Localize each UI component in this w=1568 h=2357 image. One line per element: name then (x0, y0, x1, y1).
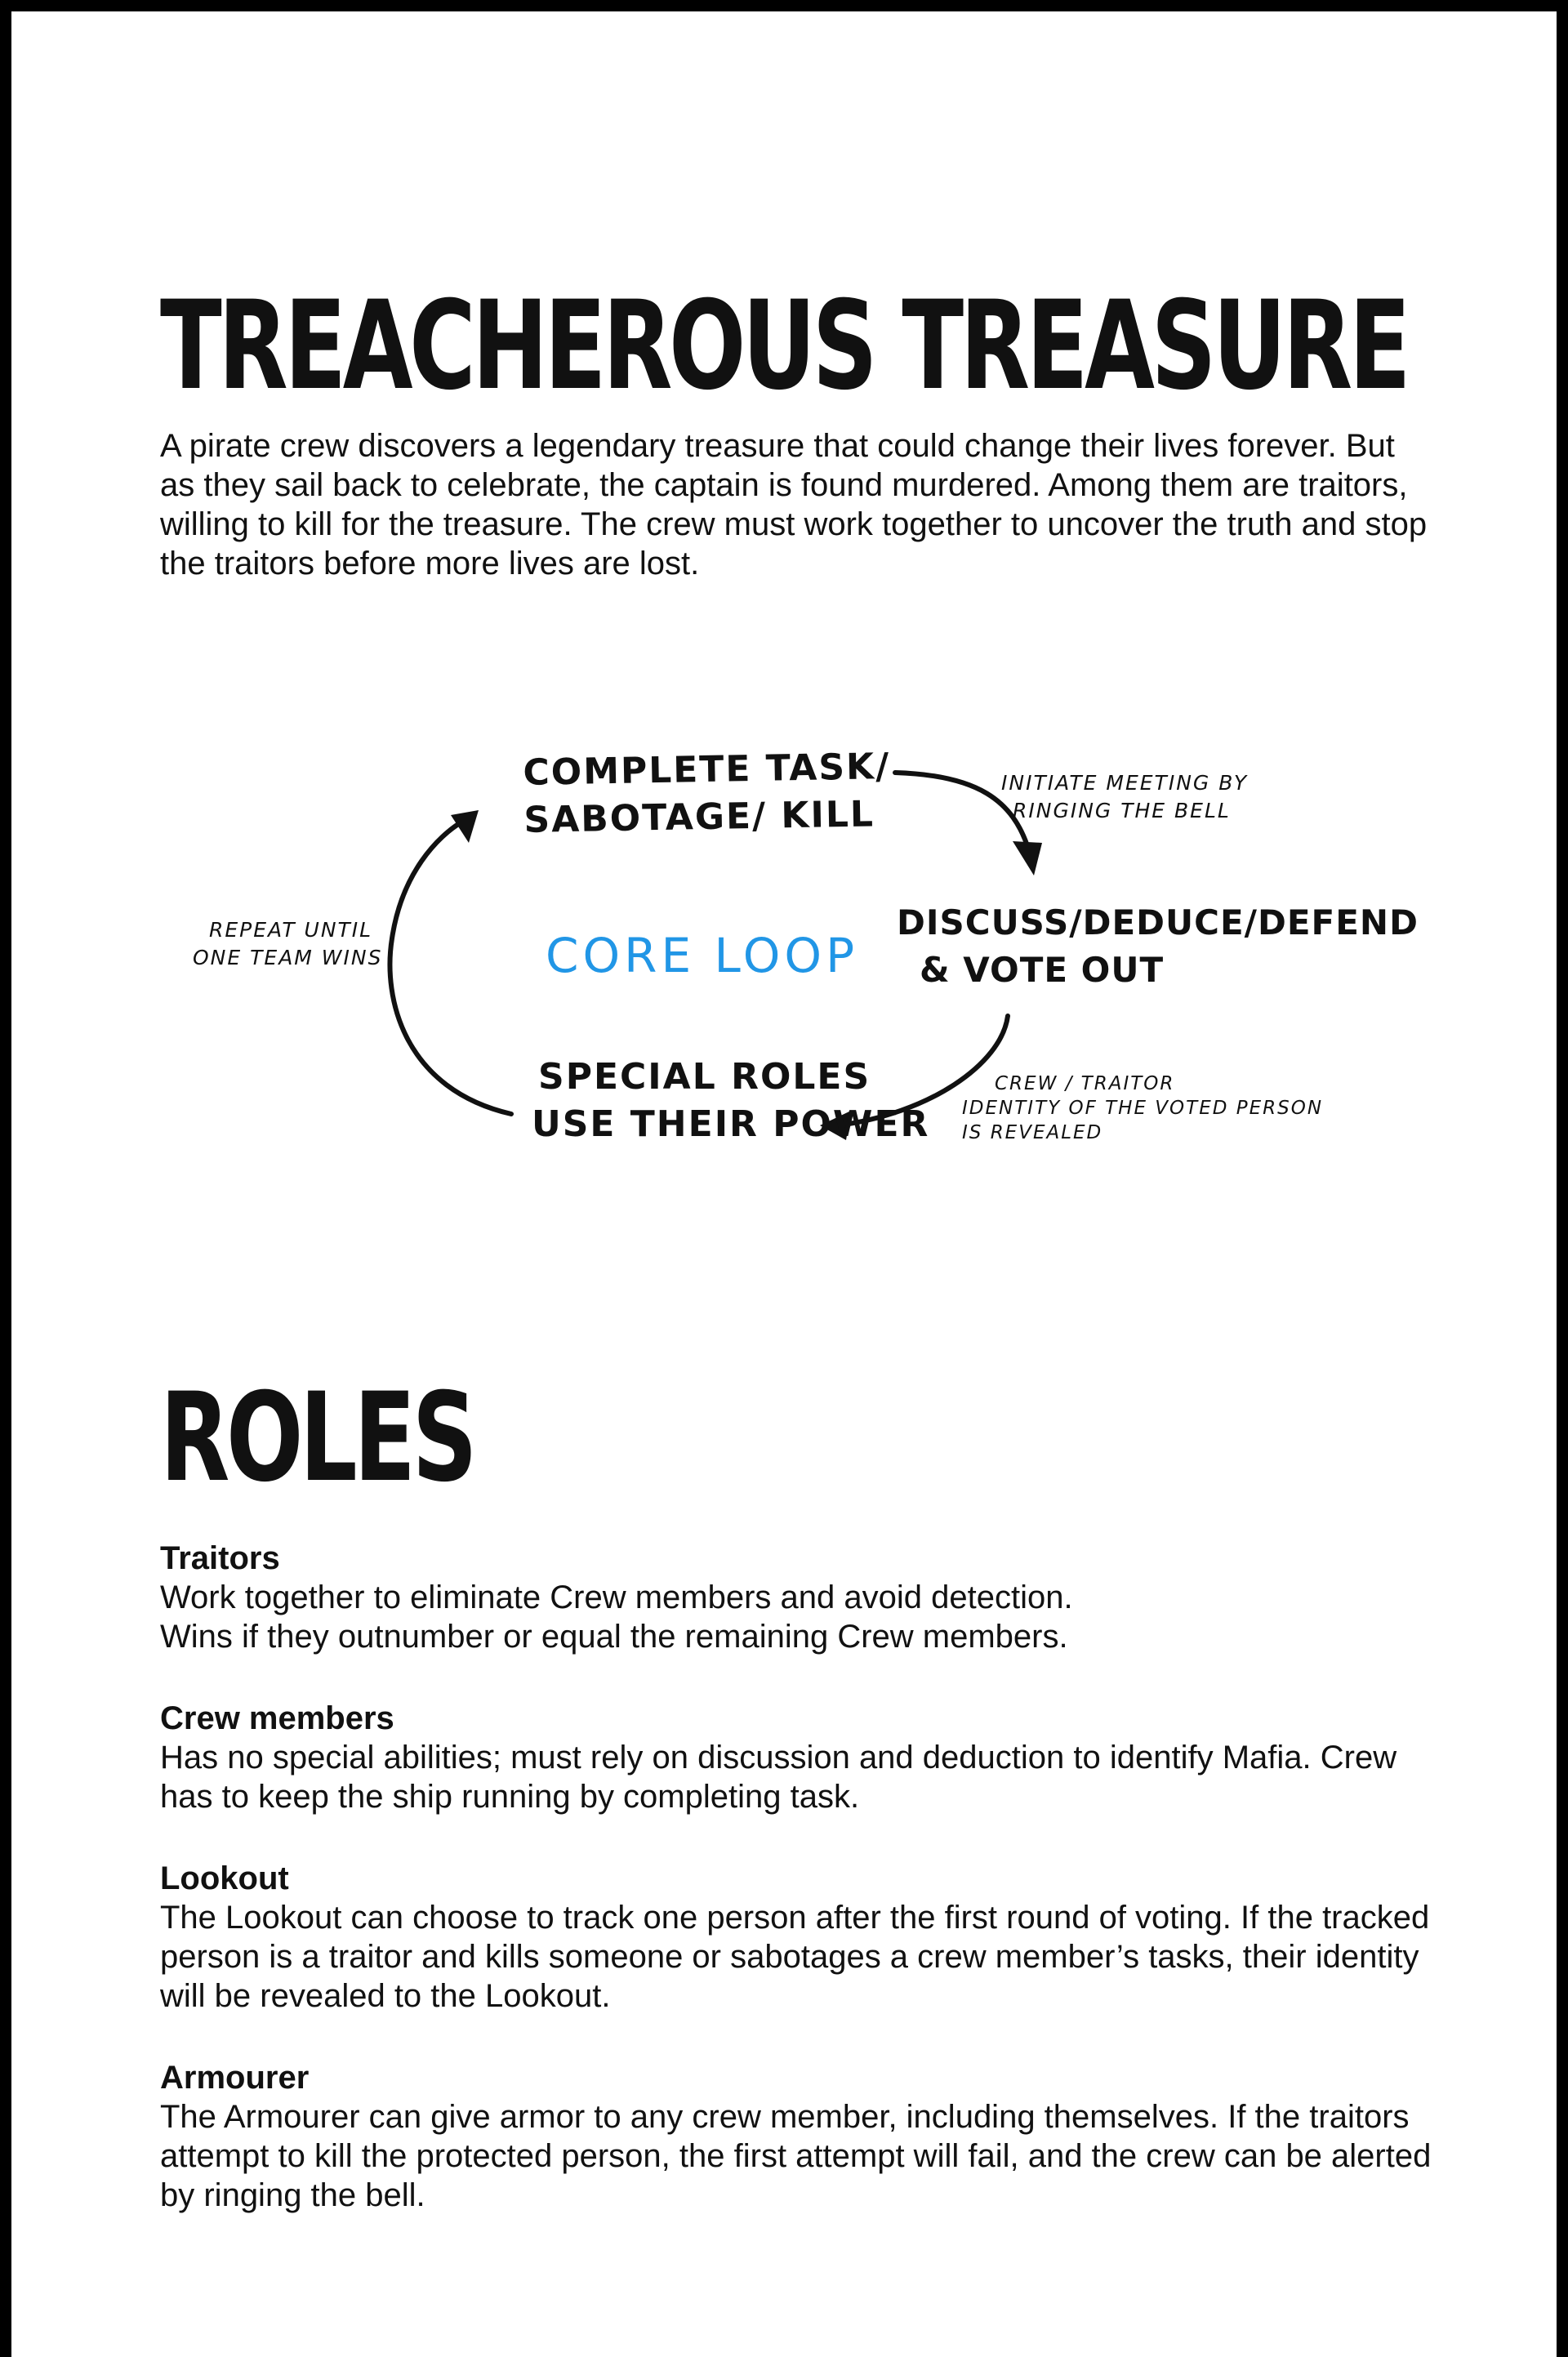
arrowhead-top-to-right (1013, 841, 1042, 876)
note-line: REPEAT UNTIL (209, 918, 373, 942)
role-description: Has no special abilities; must rely on discussion and deduction to identify Mafia. Crew has to keep the ship running by completing task. (160, 1740, 1397, 1815)
role-name: Traitors (160, 1540, 280, 1576)
roles-heading: ROLES (160, 1367, 474, 1509)
role-item (160, 1859, 1434, 2016)
node-right-line: DISCUSS/DEDUCE/DEFEND (897, 902, 1419, 942)
role-name: Crew members (160, 1700, 394, 1736)
game-title: TREACHEROUS TREASURE (160, 275, 1408, 417)
page (11, 11, 1557, 2357)
intro-paragraph: A pirate crew discovers a legendary treasure that could change their lives forever. But as they sail back to celebrate, the captain is found murdered. Among them are traitors, willing to kill for the treasure. The crew must work together to uncover the truth and stop the traitors before more lives are lost. (160, 428, 1428, 581)
node-bottom-line: USE THEIR POWER (532, 1103, 930, 1145)
node-complete-task (523, 743, 892, 844)
note-line: IDENTITY OF THE VOTED PERSON (962, 1098, 1324, 1119)
note-repeat-until (193, 916, 382, 972)
role-item (160, 2058, 1434, 2215)
role-item (160, 1539, 1434, 1656)
note-line: INITIATE MEETING BY (1001, 771, 1249, 795)
arrow-bottom-to-top (390, 822, 511, 1114)
role-description: The Lookout can choose to track one person after the first round of voting. If the tracked person is a traitor and kills someone or sabotages a crew member’s tasks, their identity will be revealed to the Lookout. (160, 1900, 1430, 2014)
role-item (160, 1699, 1434, 1816)
note-initiate-meeting (1001, 769, 1248, 825)
node-special-roles (532, 1054, 929, 1148)
note-line: CREW / TRAITOR (995, 1073, 1175, 1094)
note-line: IS REVEALED (962, 1122, 1103, 1143)
node-discuss-vote (897, 899, 1419, 994)
core-loop-diagram (160, 730, 1568, 1187)
core-loop-label: CORE LOOP (546, 928, 859, 983)
role-name: Armourer (160, 2060, 310, 2096)
node-bottom-line: SPECIAL ROLES (538, 1056, 871, 1098)
note-line: RINGING THE BELL (1013, 799, 1231, 822)
note-identity-revealed (962, 1072, 1323, 1145)
role-description: Work together to eliminate Crew members and avoid detection. Wins if they outnumber or equal the remaining Crew members. (160, 1580, 1073, 1655)
node-top-line: SABOTAGE/ KILL (523, 793, 875, 841)
roles-list (160, 1539, 1434, 2257)
role-description: The Armourer can give armor to any crew member, including themselves. If the traitors attempt to kill the protected person, the first attempt will fail, and the crew can be alerted by ringing the bell. (160, 2099, 1432, 2213)
note-line: ONE TEAM WINS (193, 946, 383, 969)
node-top-line: COMPLETE TASK/ (523, 746, 891, 794)
node-right-line: & VOTE OUT (920, 950, 1165, 990)
role-name: Lookout (160, 1860, 289, 1896)
